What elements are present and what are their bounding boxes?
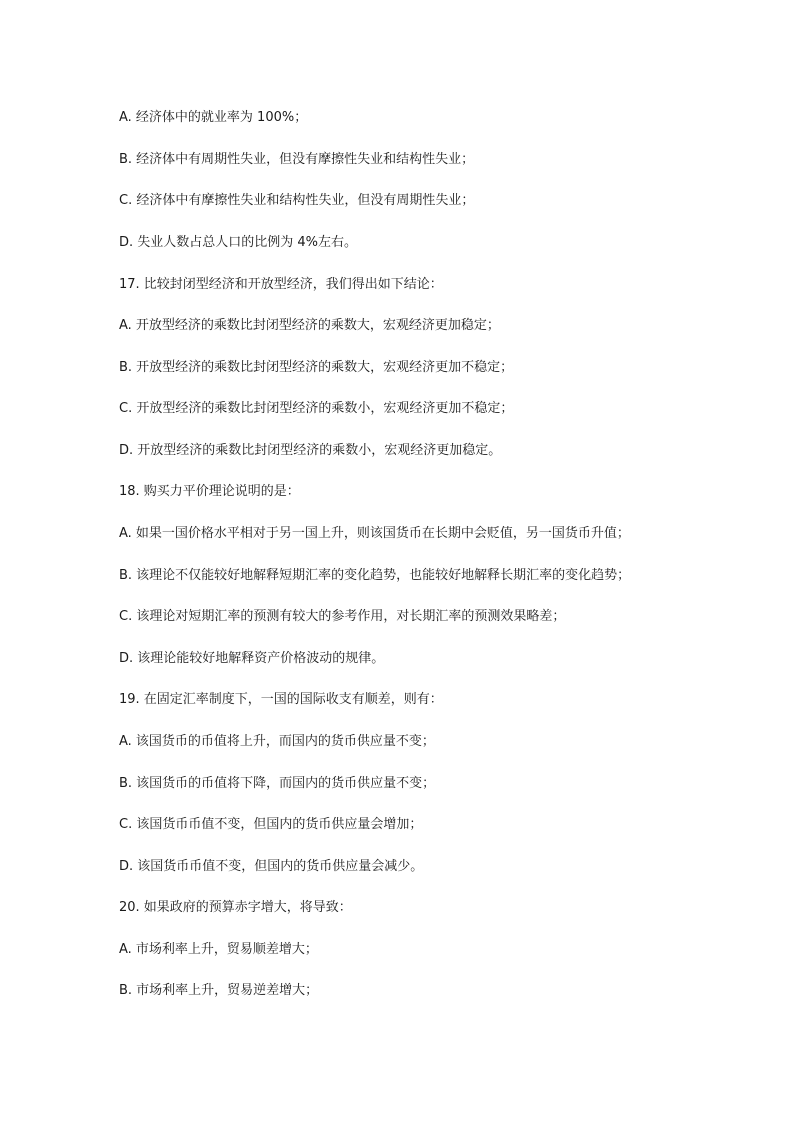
q18-option-a: A. 如果一国价格水平相对于另一国上升，则该国货币在长期中会贬值，另一国货币升值； <box>119 526 630 541</box>
q19-option-d: D. 该国货币币值不变，但国内的货币供应量会减少。 <box>119 859 424 874</box>
q18-option-d: D. 该理论能较好地解释资产价格波动的规律。 <box>119 651 385 666</box>
q19-option-c: C. 该国货币币值不变，但国内的货币供应量会增加； <box>119 817 423 832</box>
q20-option-a: A. 市场利率上升，贸易顺差增大； <box>119 942 318 957</box>
q18-option-c: C. 该理论对短期汇率的预测有较大的参考作用，对长期汇率的预测效果略差； <box>119 609 566 624</box>
q19-question: 19. 在固定汇率制度下，一国的国际收支有顺差，则有： <box>119 692 443 707</box>
q19-option-b: B. 该国货币的币值将下降，而国内的货币供应量不变； <box>119 776 436 791</box>
q16-option-a: A. 经济体中的就业率为 100%； <box>119 110 308 125</box>
q19-option-a: A. 该国货币的币值将上升，而国内的货币供应量不变； <box>119 734 435 749</box>
q17-option-a: A. 开放型经济的乘数比封闭型经济的乘数大，宏观经济更加稳定； <box>119 318 500 333</box>
q17-option-d: D. 开放型经济的乘数比封闭型经济的乘数小，宏观经济更加稳定。 <box>119 443 502 458</box>
q16-option-b: B. 经济体中有周期性失业，但没有摩擦性失业和结构性失业； <box>119 152 475 167</box>
q17-question: 17. 比较封闭型经济和开放型经济，我们得出如下结论： <box>119 277 443 292</box>
q17-option-c: C. 开放型经济的乘数比封闭型经济的乘数小，宏观经济更加不稳定； <box>119 401 514 416</box>
q16-option-c: C. 经济体中有摩擦性失业和结构性失业，但没有周期性失业； <box>119 193 475 208</box>
q16-option-d: D. 失业人数占总人口的比例为 4%左右。 <box>119 235 358 250</box>
q17-option-b: B. 开放型经济的乘数比封闭型经济的乘数大，宏观经济更加不稳定； <box>119 360 514 375</box>
q18-question: 18. 购买力平价理论说明的是： <box>119 484 300 499</box>
q20-option-b: B. 市场利率上升，贸易逆差增大； <box>119 983 319 998</box>
q18-option-b: B. 该理论不仅能较好地解释短期汇率的变化趋势，也能较好地解释长期汇率的变化趋势； <box>119 568 631 583</box>
q20-question: 20. 如果政府的预算赤字增大，将导致： <box>119 900 352 915</box>
